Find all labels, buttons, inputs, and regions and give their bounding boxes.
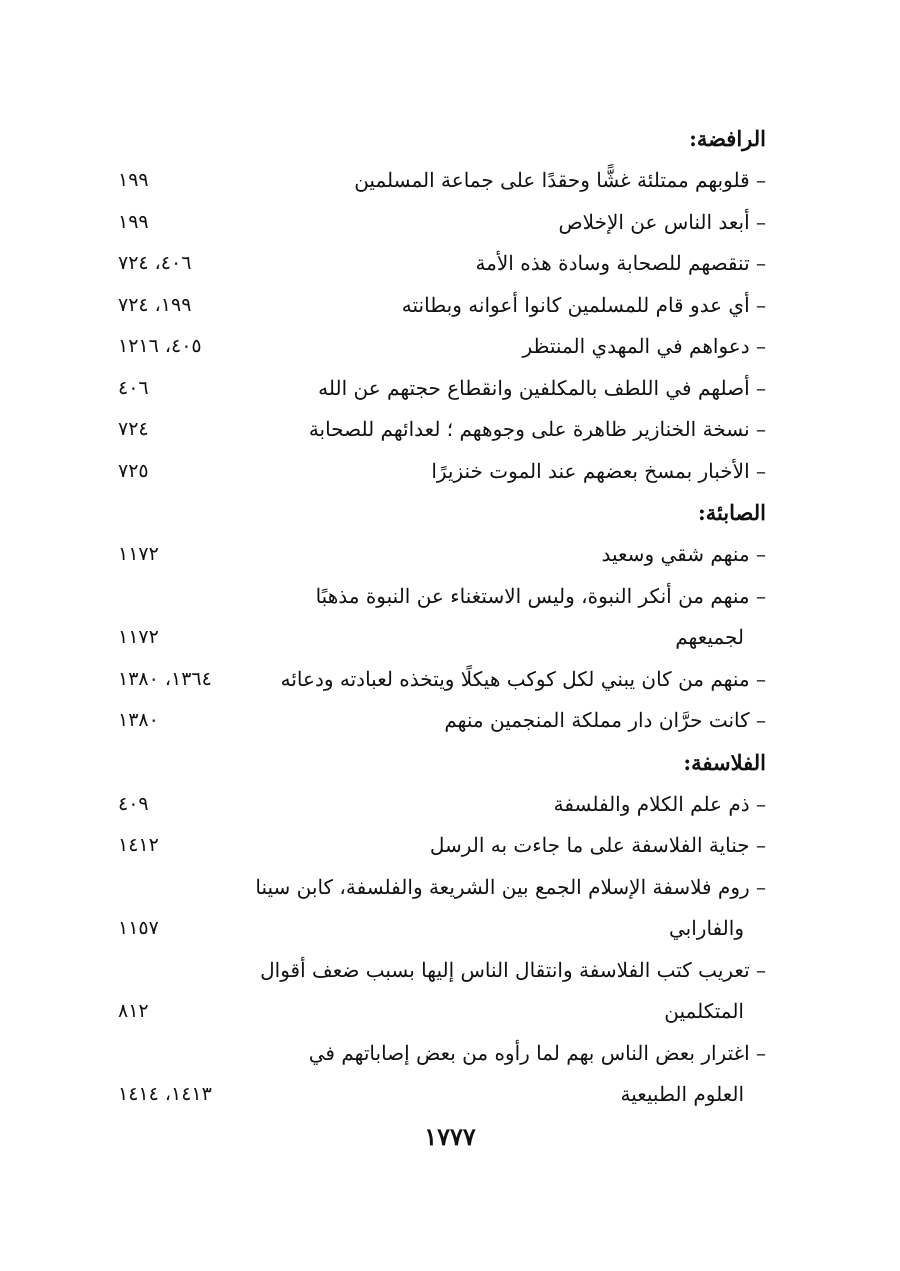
entry-line: – منهم من أنكر النبوة، وليس الاستغناء عن النبوة مذهبًا <box>315 583 766 608</box>
entry-line: – أصلهم في اللطف بالمكلفين وانقطاع حجتهم عن الله <box>318 375 766 400</box>
entry-text <box>293 243 766 285</box>
entry-page-refs: ١١٥٧ <box>118 917 159 939</box>
entry-page-refs: ١٤١٣، ١٤١٤ <box>118 1083 212 1105</box>
entry-line: – ذم علم الكلام والفلسفة <box>553 791 766 816</box>
entry-page-refs: ٤٠٦، ٧٢٤ <box>118 252 192 274</box>
index-entry <box>118 659 766 701</box>
entry-line: – الأخبار بمسخ بعضهم عند الموت خنزيرًا <box>431 458 766 483</box>
page-number: ١٧٧٧ <box>424 1122 476 1151</box>
index-entry <box>118 202 766 244</box>
entry-line: – اغترار بعض الناس بهم لما رأوه من بعض إصاباتهم في <box>308 1040 766 1065</box>
index-entry <box>118 451 766 493</box>
index-entry <box>118 867 766 950</box>
entry-line-continued: المتكلمين <box>664 999 744 1023</box>
entry-page-refs: ٨١٢ <box>118 1000 149 1022</box>
entry-text <box>293 326 766 368</box>
entry-page-refs: ١١٧٢ <box>118 543 159 565</box>
entry-page-refs: ١٣٨٠ <box>118 709 159 731</box>
entry-text <box>293 534 766 576</box>
index-entry <box>118 326 766 368</box>
entry-text <box>293 784 766 826</box>
entry-text <box>255 867 766 950</box>
entry-page-refs: ١٩٩ <box>118 169 149 191</box>
entry-line: – جناية الفلاسفة على ما جاءت به الرسل <box>429 833 766 857</box>
entry-page-refs: ١٤١٢ <box>118 834 159 856</box>
entry-line: – منهم شقي وسعيد <box>601 542 766 566</box>
index-entry <box>118 368 766 410</box>
entry-page-refs: ١٣٦٤، ١٣٨٠ <box>118 667 212 690</box>
entry-page-refs: ٧٢٤ <box>118 418 149 440</box>
entry-line: – أبعد الناس عن الإخلاص <box>558 209 766 234</box>
entry-line: – أي عدو قام للمسلمين كانوا أعوانه وبطانته <box>401 292 766 317</box>
index-entry <box>118 534 766 576</box>
entry-text <box>293 285 766 327</box>
entry-page-refs: ٤٠٥، ١٢١٦ <box>118 335 202 357</box>
entry-text <box>293 576 766 659</box>
index-entry <box>118 700 766 742</box>
index-entry <box>118 285 766 327</box>
index-entry <box>118 950 766 1033</box>
entry-text <box>293 825 766 867</box>
entry-line-continued: العلوم الطبيعية <box>620 1082 744 1106</box>
index-entry <box>118 825 766 867</box>
index-entry <box>118 160 766 202</box>
entry-page-refs: ١٩٩، ٧٢٤ <box>118 293 192 316</box>
entry-line: – قلوبهم ممتلئة غشًّا وحقدًا على جماعة المسلمين <box>354 168 766 192</box>
entry-text <box>280 659 766 701</box>
entry-text <box>260 950 766 1033</box>
index-page <box>118 118 766 1116</box>
entry-text <box>293 700 766 742</box>
entry-text <box>293 1033 766 1116</box>
entry-line-continued: لجميعهم <box>675 625 744 649</box>
entry-line: – تعريب كتب الفلاسفة وانتقال الناس إليها بسبب ضعف أقوال <box>260 957 766 982</box>
entry-page-refs: ٤٠٦ <box>118 376 149 399</box>
entry-text <box>293 368 766 410</box>
entry-line: – روم فلاسفة الإسلام الجمع بين الشريعة والفلسفة، كابن سينا <box>255 874 766 899</box>
entry-line: – نسخة الخنازير ظاهرة على وجوههم ؛ لعدائهم للصحابة <box>308 417 766 441</box>
entry-text <box>293 451 766 493</box>
index-entry <box>118 1033 766 1116</box>
entry-text <box>293 202 766 244</box>
entry-page-refs: ٧٢٥ <box>118 459 149 482</box>
section-title-philosophers: الفلاسفة: <box>683 749 766 775</box>
entry-line: – منهم من كان يبني لكل كوكب هيكلًا ويتخذه لعبادته ودعائه <box>280 666 766 691</box>
section-title-rafida: الرافضة: <box>689 126 766 151</box>
index-entry <box>118 576 766 659</box>
entry-text <box>293 160 766 202</box>
entry-page-refs: ٤٠٩ <box>118 792 149 815</box>
section-title-sabians: الصابئة: <box>697 500 766 525</box>
entry-text <box>293 409 766 451</box>
index-entry <box>118 409 766 451</box>
entry-line-continued: والفارابي <box>669 916 744 940</box>
entry-line: – تنقصهم للصحابة وسادة هذه الأمة <box>475 251 766 275</box>
entry-page-refs: ١٩٩ <box>118 210 149 233</box>
index-entry <box>118 784 766 826</box>
entry-line: – دعواهم في المهدي المنتظر <box>522 334 766 358</box>
index-entry <box>118 243 766 285</box>
entry-page-refs: ١١٧٢ <box>118 626 159 648</box>
entry-line: – كانت حرَّان دار مملكة المنجمين منهم <box>444 708 766 732</box>
